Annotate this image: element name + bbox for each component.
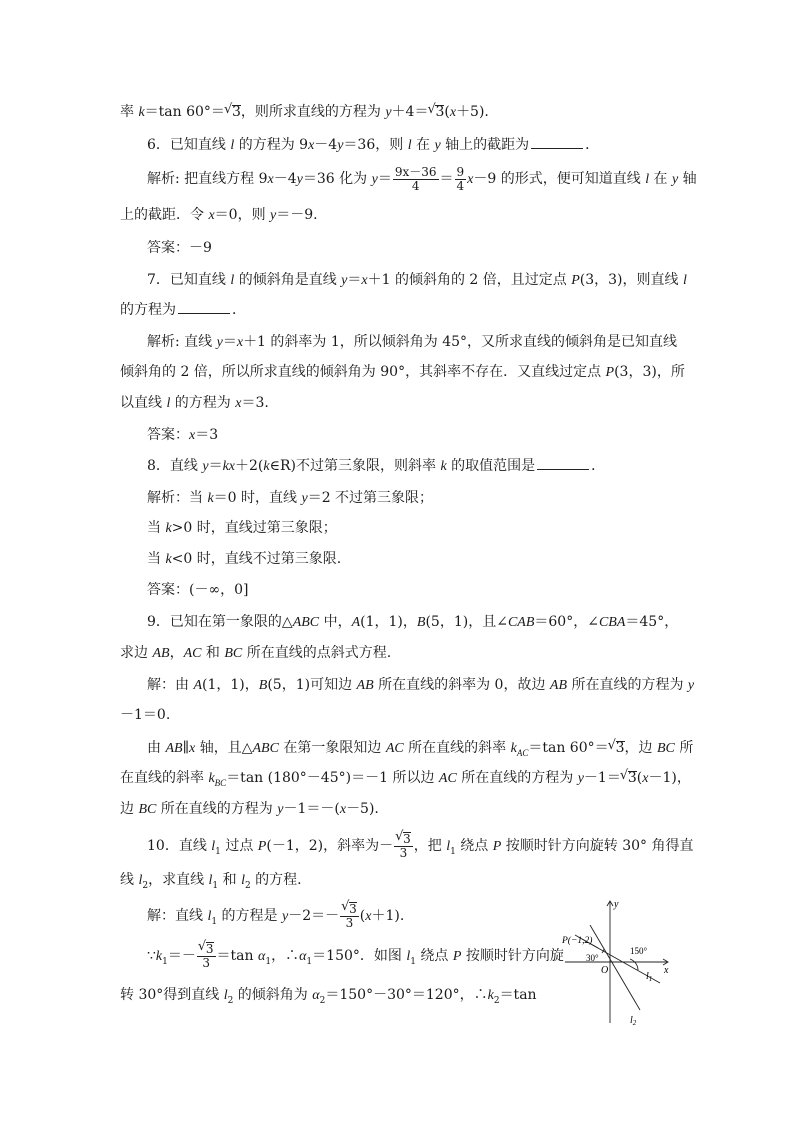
solution-6-line-2: 上的截距．令 x＝0，则 y＝－9. [120,207,318,223]
answer-8: 答案：(－∞，0] [147,582,249,598]
question-10-line-2: 线 $l_2$，求直线 $l_1$ 和 $l_2$ 的方程. [120,872,302,891]
question-7-line-1: 7．已知直线 l 的倾斜角是直线 y＝x＋1 的倾斜角的 2 倍，且过定点 P(3，3)，则直线 l [147,272,687,288]
fraction: √ $\frac{3}{3}$ [394,832,413,860]
rotation-diagram [560,895,675,1030]
solution-9-line-4: 在直线的斜率 $k_{BC}=\tan$ (180°－45°)＝－1 所以边 AC 所在直线的方程为 y－1＝√ 3(x－1)， [120,768,691,793]
solution-9-line-1: 解：由 A(1，1)，B(5，1)可知边 AB 所在直线的斜率为 0，故边 AB 所在直线的方程为 y [147,677,695,693]
answer-blank[interactable] [178,300,230,314]
l2-label: $l_2$ [630,1015,637,1027]
solution-8-line-1: 解析：当 k＝0 时，直线 y＝2 不过第三象限； [147,490,434,506]
solution-9-line-2: －1＝0. [120,707,171,723]
solution-10-line-1: 解：直线 $l_1$ 的方程是 y－2＝－ √ $\frac{3}{3}$ (x＋1). [147,900,404,938]
point-p-label: P(−1,2) [562,936,593,946]
question-9-line-2: 求边 AB，AC 和 BC 所在直线的点斜式方程. [120,645,392,661]
question-7-line-2: 的方程为 ． [120,302,246,318]
question-9-line-1: 9．已知在第一象限的△ABC 中，A(1，1)，B(5，1)，且∠CAB＝60°，∠CBA＝45°， [147,614,679,630]
solution-10-line-3: 转 30°得到直线 $l_2$ 的倾斜角为 $\alpha_2=150^\circ-30^\circ=120^\circ$，$\therefore k_2=\tan$ [120,987,537,1006]
fraction: √ $\frac{3}{3}$ [197,942,216,970]
fraction: √ $\frac{3}{3}$ [340,902,359,930]
l1-label: $l_1$ [646,971,653,983]
question-6: 6．已知直线 l 的方程为 9x－4y＝36，则 l 在 y 轴上的截距为 ． [147,137,600,153]
origin-label: O [601,965,609,976]
line-continuation: 率 k＝tan 60°＝√ 3，则所求直线的方程为 y＋4＝√ 3(x＋5). [120,102,489,123]
answer-7: 答案：x＝3 [147,427,219,443]
solution-8-line-2: 当 k>0 时，直线过第三象限； [147,520,337,536]
angle-30-label: 30° [586,953,599,963]
solution-7-line-2: 倾斜角的 2 倍，所以所求直线的倾斜角为 90°，其斜率不存在．又直线过定点 P(3，3)，所 [120,364,685,380]
solution-9-line-3: 由 AB∥x 轴，且△ABC 在第一象限知边 AC 所在直线的斜率 $k_{AC}=\tan$ 60°＝√ 3，边 BC 所 [147,738,693,763]
solution-7-line-1: 解析: 直线 y＝x＋1 的斜率为 1，所以倾斜角为 45°，又所求直线的倾斜角是已知直线 [147,334,678,350]
angle-arc-30 [602,949,604,953]
x-axis-label: x [664,965,669,976]
solution-6-line-1: 解析: 把直线方程 9x－4y＝36 化为 y＝ $\frac{9x-36}{4}$ ＝ $\frac{9}{4}$ x－9 的形式，便可知道直线 l 在 y 轴 [147,164,697,193]
fraction: $\frac{9}{4}$ [456,164,465,193]
answer-blank[interactable] [537,456,589,470]
y-axis-label: y [614,899,619,910]
solution-9-line-5: 边 BC 所在直线的方程为 y－1＝－(x－5). [120,801,379,817]
angle-150-label: 150° [630,946,648,956]
solution-10-line-2: $\because k_1=-$ √ $\frac{3}{3}$ ＝tan $\alpha_1$，$\therefore\alpha_1=150^\circ$．如图 $l_1$ 绕点 P 按顺时针方向旋 [147,940,564,978]
solution-8-line-3: 当 k<0 时，直线不过第三象限. [147,551,342,567]
fraction: $\frac{9x-36}{4}$ [394,164,437,193]
question-10-line-1: 10．直线 $l_1$ 过点 P(－1，2)，斜率为－ √ $\frac{3}{3}$ ，把 $l_1$ 绕点 P 按顺时针方向旋转 30° 角得直 [147,830,693,868]
answer-6: 答案：－9 [147,240,212,256]
solution-7-line-3: 以直线 l 的方程为 x＝3. [120,395,269,411]
answer-blank[interactable] [531,135,583,149]
question-8: 8．直线 y＝kx＋2(k∈R)不过第三象限，则斜率 k 的取值范围是 ． [147,458,606,474]
